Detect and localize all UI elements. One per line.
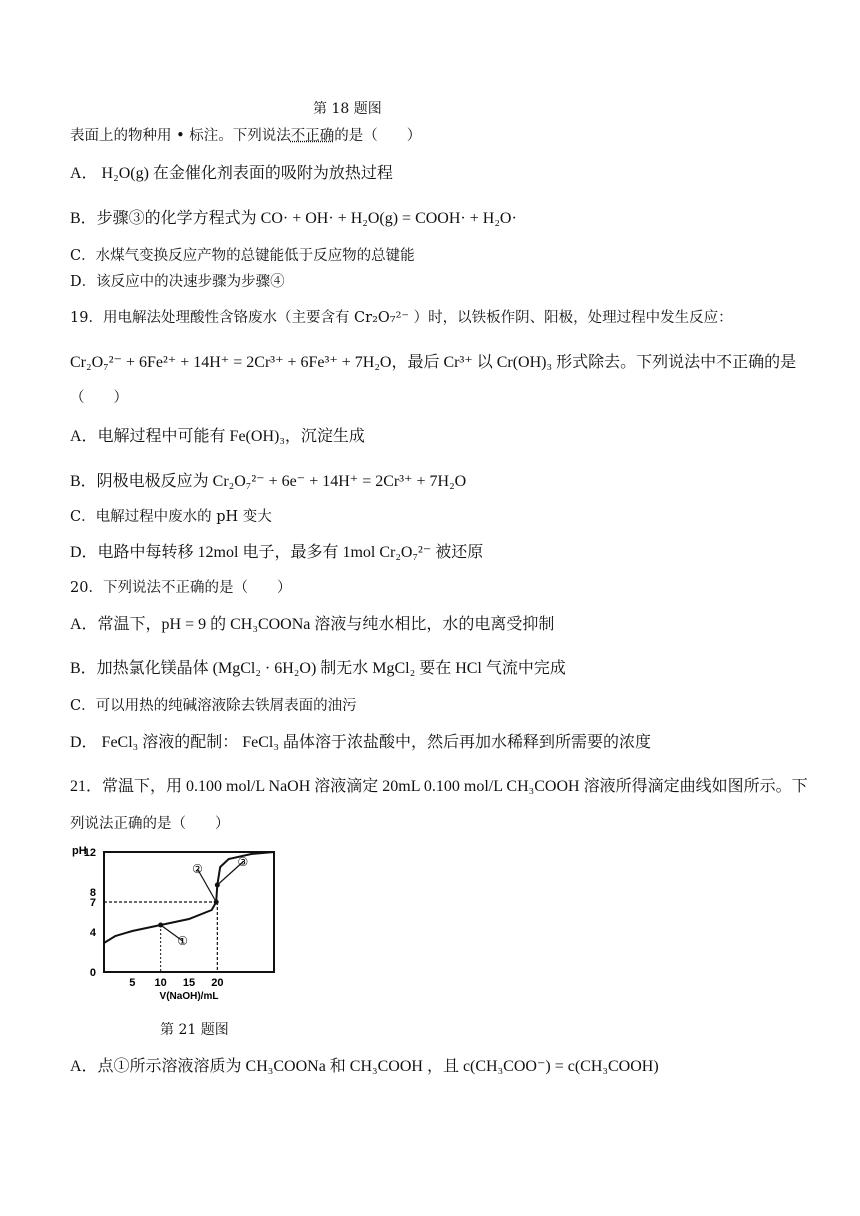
q21-stem: 21．常温下，用 0.100 mol/L NaOH 溶液滴定 20mL 0.100 mol/L CH₃COOH 溶液所得滴定曲线如图所示。下	[70, 778, 808, 795]
x-tick-label: 20	[211, 977, 224, 989]
titration-curve-chart	[66, 840, 286, 1010]
q18-option-d: D．该反应中的决速步骤为步骤④	[70, 274, 285, 290]
y-tick-label: 0	[89, 967, 96, 979]
plot-frame	[104, 852, 274, 972]
q20-option-c: C．可以用热的纯碱溶液除去铁屑表面的油污	[70, 698, 357, 714]
q21-figure-caption: 第 21 题图	[160, 1022, 229, 1038]
q18-stem: 表面上的物种用 • 标注。下列说法不正确的是（ ）	[70, 128, 422, 144]
q18-option-a: A． H₂O(g) 在金催化剂表面的吸附为放热过程	[70, 165, 393, 182]
q19-equation: Cr₂O₇²⁻ + 6Fe²⁺ + 14H⁺ = 2Cr³⁺ + 6Fe³⁺ + 7H₂O，最后 Cr³⁺ 以 Cr(OH)₃ 形式除去。下列说法中不正确的是	[70, 354, 797, 371]
q18-option-c: C．水煤气变换反应产物的总键能低于反应物的总键能	[70, 248, 415, 264]
q20-stem: 20．下列说法不正确的是（ ）	[70, 580, 292, 596]
q19-stem: 19．用电解法处理酸性含铬废水（主要含有 Cr₂O₇²⁻ ）时，以铁板作阴、阳极，处理过程中发生反应：	[70, 310, 733, 326]
q18-option-b: B．步骤③的化学方程式为 CO· + OH· + H₂O(g) = COOH· + H₂O·	[70, 210, 517, 227]
y-tick-label: 12	[83, 847, 96, 859]
q19-option-d: D．电路中每转移 12mol 电子，最多有 1mol Cr₂O₇²⁻ 被还原	[70, 544, 484, 561]
point-label: ②	[192, 862, 203, 876]
q20-option-d: D． FeCl₃ 溶液的配制： FeCl₃ 晶体溶于浓盐酸中，然后再加水稀释到所需要的浓度	[70, 734, 651, 751]
q19-option-b: B．阴极电极反应为 Cr₂O₇²⁻ + 6e⁻ + 14H⁺ = 2Cr³⁺ + 7H₂O	[70, 473, 467, 490]
q20-option-a: A．常温下，pH = 9 的 CH₃COONa 溶液与纯水相比，水的电离受抑制	[70, 616, 555, 633]
q19-option-c: C．电解过程中废水的 pH 变大	[70, 509, 272, 525]
emphasis-text: 不正确	[290, 128, 335, 144]
point-label: ①	[177, 934, 189, 948]
q19-option-a: A．电解过程中可能有 Fe(OH)₃，沉淀生成	[70, 428, 365, 445]
q20-option-b: B．加热氯化镁晶体 (MgCl₂ · 6H₂O) 制无水 MgCl₂ 要在 HCl 气流中完成	[70, 660, 566, 677]
point-label: ③	[237, 855, 249, 869]
x-axis-label: V(NaOH)/mL	[159, 991, 219, 1002]
x-tick-label: 15	[182, 977, 196, 989]
y-tick-label: 8	[89, 887, 96, 899]
q19-answer-paren: （ ）	[70, 390, 128, 406]
q18-figure-caption: 第 18 题图	[313, 101, 382, 117]
x-tick-label: 10	[154, 977, 167, 989]
y-axis-label: pH	[72, 845, 87, 857]
y-tick-label: 7	[89, 897, 96, 909]
x-tick-label: 5	[129, 977, 136, 989]
q21-option-a: A．点①所示溶液溶质为 CH₃COONa 和 CH₃COOH ，且 c(CH₃COO⁻) = c(CH₃COOH)	[70, 1058, 659, 1075]
y-tick-label: 4	[89, 927, 96, 939]
q21-stem-continued: 列说法正确的是（ ）	[70, 816, 230, 832]
titration-curve	[104, 852, 274, 943]
